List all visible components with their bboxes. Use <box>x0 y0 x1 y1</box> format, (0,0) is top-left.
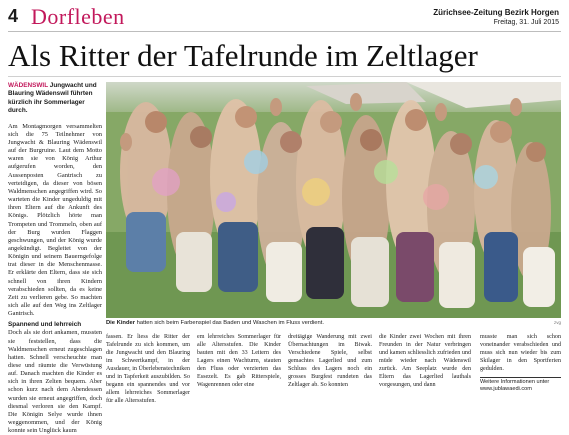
headline-divider <box>8 76 561 77</box>
photo-caption <box>106 320 561 326</box>
body-column-5: musste man sich schon voneinander verabschieden und muss sich nun wieder bis zum Skilager in den Sportferien gedulden. <box>480 334 561 372</box>
paragraph-2: Doch als sie dort ankamen, mussten sie feststellen, dass die Waldmenschen erneut zugeschlagen hatten. Schnell verscheuchte man diese und räumte die Verwüstung auf. Danach machten die Kinder es sich in ihren Zelten bequem. Aber schon kurz nach dem Abendessen wurden sie erneut angegriffen, doch diesmal verloren sie den Kampf. Die Königin Selye wurde ihnen weggenommen, und der König konnte sein Unglück kaum <box>8 329 102 435</box>
caption-bold: Die Kinder <box>106 320 135 326</box>
info-label: Weitere Informationen unter <box>480 379 550 385</box>
newspaper-name: Zürichsee-Zeitung Bezirk Horgen <box>433 8 559 17</box>
article-lead <box>8 82 102 116</box>
group-photo <box>106 82 561 318</box>
body-column-1: fassen. Er liess die Ritter der Tafelrunde zu sich kommen, um die Jungwacht und den Blauring im Schwertkampf, in der Ausdauer, in Überlebenstechniken und in Tapferkeit auszubilden. So begann ein spannendes und vor allem lehrreiches Sommerlager für alle Altersstufen. <box>106 334 190 404</box>
paragraph-1: Am Montagmorgen versammelten sich die 75 Teilnehmer von Jungwacht & Blauring Wädenswil auf der Burgruine. Laut dem Motto waren sie von König Arthur aufgerufen worden, den Aussenposten Gantrisch zu verteidigen, da dieser von bösen Waldmenschen angegriffen wird. So warteten die Kinder ungeduldig mit ihren Eltern auf die Ankunft des Königs. Plötzlich hörte man Trompeten und Trommeln, oben auf der Burg wurden Flaggen geschwungen, und der König wurde angekündigt. Begleitet von der Königin und seinem Bauerngefolge trat dieser in die Menschenmasse. Er erklärte den Eltern, dass sie sich schnell von ihren Kindern verabschieden sollten, da es keine Zeit zu verlieren gebe. So machten sich alle auf den Weg ins Zeltlager Gantrisch. <box>8 122 102 318</box>
photo-credit: zvg <box>553 320 561 325</box>
group-photo-illustration <box>106 82 561 318</box>
lead-text: Jungwacht und Blauring Wädenswil führten kürzlich ihr Sommerlager durch. <box>8 82 97 115</box>
page-number: 4 <box>8 6 19 26</box>
body-column-4: die Kinder zwei Wochen mit ihren Freunden in der Natur verbringen und kamen schliesslich zufrieden und müde wieder nach Wädenswil zurück. Am Seeplatz wurde den Eltern das Lagerlied lauthals vorgesungen, und dann <box>379 334 471 388</box>
info-link[interactable]: www.jublawaedi.com <box>480 386 532 392</box>
caption-text: hatten sich beim Farbenspiel das Baden und Waschen im Fluss verdient. <box>136 320 324 326</box>
dateline-place: WÄDENSWIL <box>8 82 48 89</box>
body-column-3: dreitägige Wanderung mit zwei Übernachtungen im Biwak. Verschiedene Spiele, selbst gemachtes Lagerlied und zum Schluss des Lagers noch ein grosses Burgfest rundeten das Zeltlager ab. So konnten <box>288 334 372 388</box>
header-divider <box>8 31 561 32</box>
page-header <box>8 4 561 30</box>
left-text-column <box>8 82 102 435</box>
section-rubric: Dorfleben <box>31 4 125 29</box>
issue-date: Freitag, 31. Juli 2015 <box>493 19 559 26</box>
subheading: Spannend und lehrreich <box>8 321 82 329</box>
article-headline: Als Ritter der Tafelrunde im Zeltlager <box>8 38 478 73</box>
body-column-2: em lehrreiches Sommerlager für alle Altersstufen. Die Kinder bauten mit den 33 Leitern des Lagers einen Wachturm, stauten den Fluss oder verzierten das Essezelt. Es gab Ritterspiele, Wagenrennen oder eine <box>197 334 281 388</box>
info-box <box>480 377 561 393</box>
